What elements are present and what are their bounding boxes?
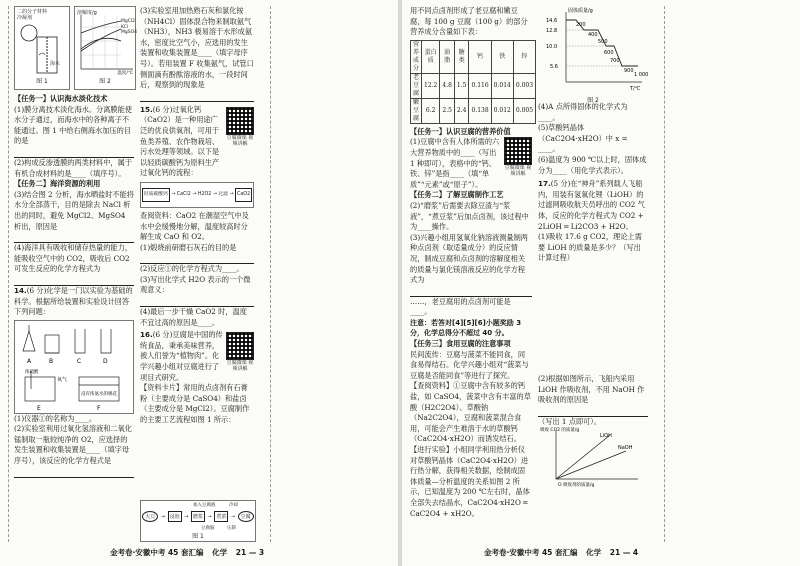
point-label: 600 <box>604 50 614 56</box>
task-2-heading: 【任务二】了解豆腐制作工艺 <box>410 190 504 200</box>
table-cell: 4.8 <box>440 73 455 98</box>
table-cell: 0.003 <box>513 73 535 98</box>
qr-block-r[interactable] <box>504 137 532 190</box>
table-header: 油脂 <box>440 40 455 73</box>
q17-2: (2)根据如图所示，飞船内采用 LiOH 作吸收剂，不用 NaOH 作吸收剂的原因是 <box>538 373 645 405</box>
table-cell: 0.012 <box>491 98 513 123</box>
qr-caption: 豆腐微课 视频讲解 <box>226 360 254 373</box>
task-2-heading: 【任务二】海洋资源的利用 <box>14 179 101 189</box>
apparatus-f: F <box>97 404 101 412</box>
figure-1 <box>14 6 70 90</box>
q16-2: (2)“磨浆”后需要去除豆渣与“浆液”，“煮豆浆”后加点卤剂，该过程中为____操作。 <box>410 200 529 232</box>
task-3-heading: 【任务三】食用豆腐的注意事项 <box>410 339 511 349</box>
flow-node: 磨浆 <box>191 511 205 522</box>
figure-2 <box>74 6 136 90</box>
q16-resource-card: 【资料卡片】常用的点卤剂有石膏粉（主要成分是 CaSO4）和盐卤（主要成分是 MgCl2）。豆腐制作的主要工艺流程如图 1 所示： <box>140 383 250 424</box>
table-header-row <box>411 40 536 73</box>
answer-line[interactable] <box>140 296 254 307</box>
answer-line[interactable] <box>410 286 532 297</box>
flow-node: CaO2 <box>235 188 252 203</box>
q16-stem: (6 分)豆腐是中国的传统食品，秉承美味营养，被人们誉为“植物肉”。化学兴趣小组对豆腐进行了项目式研究。 <box>140 330 223 382</box>
qr-code[interactable] <box>226 107 254 135</box>
flow-caption: 图 1 <box>192 533 204 540</box>
q15-info: 查阅资料：CaO2 在潮湿空气中及水中会缓慢地分解，温度较高时分解生成 CaO 和 O2。 <box>140 210 249 242</box>
table-cell: 12.2 <box>422 73 440 98</box>
qr-code[interactable] <box>504 137 532 165</box>
table-row <box>411 98 536 123</box>
answer-line[interactable] <box>14 147 134 158</box>
flow-node: 过滤 <box>218 191 228 197</box>
q17-1: (1)吸收 17.6 g CO2，理论上需要 LiOH 的质量是多少？（写出计算过程） <box>538 232 642 263</box>
left-page <box>0 0 398 566</box>
flow-chart-15: 轻质碳酸钙 → CaCl2 → H2O2 → 过滤 → CaO2 <box>140 182 254 208</box>
flow-note-cool: 冷却 <box>229 503 238 508</box>
table-cell: 1.5 <box>454 73 469 98</box>
table-cell: 6.2 <box>422 98 440 123</box>
q14-stem: (6 分)化学是一门以实验为基础的科学。根据所给装置和实验设计回答下列问题： <box>14 285 133 317</box>
footer-right <box>484 547 638 558</box>
table-header: 锌 <box>513 40 535 73</box>
task-1-heading: 【任务一】认识豆腐的营养价值 <box>410 126 511 136</box>
q16-4: (4)A 点所得固体的化学式为____。 <box>538 102 628 122</box>
q14-number: 14. <box>14 285 27 295</box>
q16-1: (1)豆腐中含有人体所需的六大营养物质中的____（写出 1 种即可），表格中的“钙、铁、锌”是指____（填“单质”“元素”或“原子”）。 <box>410 137 500 189</box>
y-axis-label: 固体质量/g <box>568 8 593 14</box>
flow-note-press: 压制 <box>227 526 236 531</box>
y-axis-label: 吸收 CO2 的质量/g <box>540 428 580 434</box>
q13-2: (2)构成反渗透膜的两类材料中，属于有机合成材料的是____（填序号）。 <box>14 157 132 178</box>
q15-1: (1)煅烧前研磨石灰石的目的是 <box>140 242 237 252</box>
graph-caption: 图 2 <box>587 96 599 104</box>
point-label: 200 <box>576 22 586 28</box>
q13-1: (1)膜分离技术淡化海水。分离膜能使水分子通过，而海水中的各种离子不能通过。图 1 中给右侧海水加压的目的是 <box>14 104 132 146</box>
q14-2: (2)实验室利用过氧化氢溶液和二氧化锰制取一瓶较纯净的 O2，应选择的发生装置和收集装置是____（填字母序号），该反应的化学方程式是 <box>14 424 132 466</box>
fold-line <box>664 6 665 542</box>
q16-3-cont: ……，老豆腐用的点卤剂可能是____。 <box>410 296 511 317</box>
q16-folk-saying: 民间流传：豆腐与菠菜不能同食，同食易得结石。化学兴趣小组对“菠菜与豆腐是否能同食”等进行了探究。 <box>410 349 529 380</box>
point-label: 500 <box>598 39 608 45</box>
table-cell: 2.5 <box>440 98 455 123</box>
q17-stem: (5 分)在“神舟”系列载人飞船内，用装有氢氧化锂（LiOH）的过滤网吸收航天员呼出的 CO2 气体，反应的化学方程式为 CO2 + 2LiOH ═ Li2CO3 + H2O。 <box>538 179 645 231</box>
footer-left <box>110 547 264 558</box>
left-column-2 <box>140 6 254 426</box>
point-label: 900 <box>624 68 634 74</box>
qr-block-15[interactable] <box>226 105 254 179</box>
qr-caption: 豆腐微课 视频讲解 <box>504 165 532 178</box>
q15-block <box>140 105 254 179</box>
answer-line[interactable] <box>14 467 134 478</box>
flow-note-additive: 加入豆腐液 <box>193 503 216 508</box>
label-sulfuric-acid: 浓硫酸 <box>25 369 39 375</box>
q17-2-hint: （写出 1 点即可）。 <box>538 416 602 426</box>
q16-table-intro: 用不同点卤剂形成了老豆腐和嫩豆腐，每 100 g 豆腐（100 g）的部分营养成分含量如下表： <box>410 6 528 37</box>
q17-number: 17. <box>538 179 551 189</box>
x-axis-label: T/℃ <box>630 86 641 92</box>
q16-1-block <box>410 137 532 190</box>
answer-line[interactable] <box>14 232 134 243</box>
flow-node: 豆腐 <box>238 511 254 522</box>
binding-line <box>8 6 9 542</box>
apparatus-d: D <box>103 357 108 365</box>
table-header: 铁 <box>491 40 513 73</box>
flow-node: CaCl2 <box>176 191 191 197</box>
q15-2: (2)反应①的化学方程式为____。 <box>140 264 244 274</box>
q16-6: (6)温度为 900 ℃以上时，固体成分为____（用化学式表示）。 <box>538 154 647 175</box>
line-label-lioh: LiOH <box>600 433 612 440</box>
flow-node-curd: 豆腐脑 <box>201 526 215 531</box>
table-header: 钙 <box>469 40 491 73</box>
right-column-3 <box>410 6 532 519</box>
right-page <box>402 0 800 566</box>
q14-1: (1)仪器①的名称为____。 <box>14 413 97 423</box>
y-tick: 10.0 <box>546 44 558 50</box>
table-header: 营养成分 <box>411 40 422 73</box>
label-ammonia-cotton: 浸有浓氨水的棉花 <box>81 391 117 397</box>
table-cell: 2.4 <box>454 98 469 123</box>
q16-experiment: 【进行实验】小组同学利用热分析仪对草酸钙晶体（CaC2O4·xH2O）进行热分解，获得相关数据，绘制成固体质量—分析温度的关系如图 2 所示，已知温度为 200 ℃左右时，晶体全部失去结晶水，CaC2O4·xH2O ═ CaC2O4 + xH2O。 <box>410 445 530 518</box>
footer-brand: 金考卷·安徽中考 45 套汇编 <box>484 548 578 557</box>
q15-4: (4)最后一步干燥 CaO2 时，温度不宜过高的原因是____。 <box>140 307 247 327</box>
table-header: 蛋白质 <box>422 40 440 73</box>
footer-subject: 化学 <box>586 548 602 557</box>
table-cell: 嫩豆腐 <box>411 98 422 123</box>
absorption-chart <box>538 427 648 487</box>
q17-answer-space[interactable] <box>538 264 648 374</box>
q14-3: (3)实验室用加热熟石灰和氯化铵（NH4Cl）固体混合物来制取氨气（NH3），NH3 极易溶于水形成氨水，密度比空气小，应选用的发生装置和收集装置是____（填字母序号）。若用装置 F 收集氨气，试管口侧面滴有酚酞溶液的水，一段时间后，观察到的现象是 <box>140 6 254 90</box>
fig1-seawater-label: 海水 <box>50 61 61 67</box>
q15-3: (3)写出化学式 H2O 表示的一个微观意义： <box>140 274 251 295</box>
fig2-caption: 图 2 <box>99 78 111 86</box>
figure-row <box>14 6 138 94</box>
apparatus-b: B <box>49 357 54 365</box>
footer-subject: 化学 <box>212 548 228 557</box>
y-tick: 5.6 <box>550 64 558 70</box>
q16-5: (5)草酸钙晶体（CaC2O4·xH2O）中 x = ____。 <box>538 123 628 154</box>
q16-reference: 【查阅资料】①豆腐中含有较多的钙盐，如 CaSO4，菠菜中含有丰富的草酸（H2C2O4）、草酸钠（Na2C2O4），豆腐和菠菜混合食用，可能会产生难溶于水的草酸钙（CaC2O4·xH2O）而诱发结石。 <box>410 381 531 444</box>
y-tick: 12.8 <box>546 28 558 34</box>
flow-node: 轻质碳酸钙 <box>142 188 170 203</box>
answer-line[interactable] <box>140 253 254 264</box>
table-cell: 0.014 <box>491 73 513 98</box>
fold-line <box>270 6 271 542</box>
qr-code[interactable] <box>226 332 254 360</box>
right-column-4 <box>538 6 648 489</box>
curve-label-kcl: KCl <box>121 24 129 30</box>
flow-node: 大豆 <box>142 511 158 522</box>
thermal-graph <box>538 6 648 102</box>
q13-3: (3)结合图 2 分析，海水晒盐时不能将水分全部蒸干，目的是除去 NaCl 析出的同时，避免 MgCl2、MgSO4 析出，原因是 <box>14 189 134 231</box>
fig1-tag-2: 冷凝剂 <box>17 15 33 21</box>
line-label-naoh: NaOH <box>618 445 633 452</box>
y-tick: 14.6 <box>546 18 558 24</box>
fig1-tag-1: 二的分子材料 <box>17 9 48 15</box>
point-label: 1 000 <box>634 72 648 78</box>
table-cell: 0.005 <box>513 98 535 123</box>
answer-line[interactable] <box>14 275 134 286</box>
table-cell: 0.138 <box>469 98 491 123</box>
apparatus-figure <box>14 320 134 414</box>
lab-apparatus <box>15 321 133 413</box>
flow-node: 浸泡 <box>168 511 182 522</box>
left-column-1 <box>14 6 138 478</box>
table-header: 糖类 <box>454 40 469 73</box>
curve-label-mgso4: MgSO4 <box>121 30 138 35</box>
flow-node: 煮浆 <box>214 511 228 522</box>
apparatus-c: C <box>77 357 82 365</box>
x-axis-label: O 吸收剂的质量/g <box>558 483 595 488</box>
q16-3: (3)兴趣小组用氢氧化钠溶液测量制两种点卤剂（取适量成分）的反应情况，制成豆腐和点卤剂的溶解度相关的质量与氯化镁溶液反应的化学方程式为 <box>410 232 528 285</box>
task-1-heading: 【任务一】认识海水淡化技术 <box>14 94 108 103</box>
label-oxygen: 氧气 <box>57 376 68 383</box>
q15-number: 15. <box>140 104 153 114</box>
footer-page-number: 21 — 4 <box>609 548 639 557</box>
q16-number: 16. <box>140 330 153 340</box>
apparatus-e: E <box>37 404 41 412</box>
fig2-xlabel: 温度/℃ <box>117 71 133 76</box>
apparatus-a: A <box>27 357 32 365</box>
flow-node: H2O2 <box>197 191 212 197</box>
bonus-note: 注意：若答对[4][5][6]小题奖励 3 分，化学总得分不超过 40 分。 <box>410 318 522 338</box>
footer-brand: 金考卷·安徽中考 45 套汇编 <box>110 548 204 557</box>
table-cell: 老豆腐 <box>411 73 422 98</box>
qr-caption: 豆腐微课 视频讲解 <box>226 134 254 147</box>
flow-row: 大豆 → 浸泡 → 磨浆 → 煮浆 → 豆腐 <box>141 511 255 522</box>
mass-temperature-chart <box>538 6 648 92</box>
nutrition-table <box>410 40 536 124</box>
fig2-ylabel: 溶解度/g <box>77 10 97 16</box>
table-row <box>411 73 536 98</box>
qr-block-16[interactable] <box>226 330 254 383</box>
answer-line[interactable] <box>538 406 648 417</box>
point-label: 400 <box>588 32 598 38</box>
curve-label-mgcl2: MgCl2 <box>121 19 135 24</box>
table-cell: 0.116 <box>469 73 491 98</box>
point-label: 700 <box>610 58 620 64</box>
fig1-caption: 图 1 <box>36 78 48 86</box>
q16-block <box>140 330 254 383</box>
flow-chart-16 <box>140 500 256 542</box>
answer-line[interactable] <box>140 91 254 102</box>
q13-4: (4)海洋具有吸收和储存热量的能力，能吸收空气中的 CO2，吸收后 CO2 可发生反应的化学方程式为 <box>14 243 132 274</box>
absorption-graph <box>538 427 648 489</box>
footer-page-number: 21 — 3 <box>235 548 265 557</box>
q15-stem: (6 分)过氧化钙（CaO2）是一种用途广泛的优良供氧剂，可用于鱼类养殖、农作物栽培、污水处理等领域。以下是以轻质碳酸钙为原料生产过氧化钙的流程： <box>140 104 220 178</box>
